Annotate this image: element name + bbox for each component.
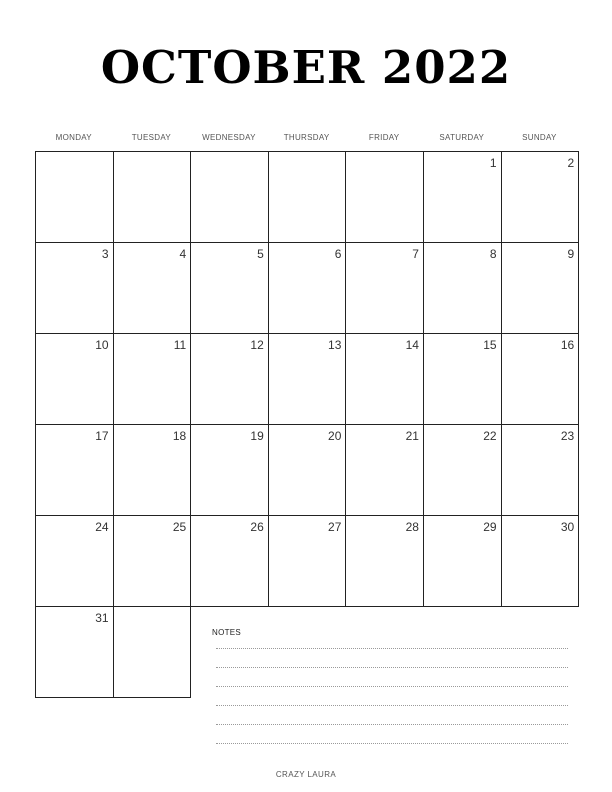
day-cell-empty[interactable] (35, 151, 114, 243)
weekday-label-tuesday: TUESDAY (131, 133, 172, 142)
day-number: 26 (250, 520, 264, 534)
day-cell-7[interactable] (345, 242, 424, 334)
day-cell-13[interactable] (268, 333, 347, 425)
day-cell-30[interactable] (501, 515, 580, 607)
day-number: 12 (250, 338, 264, 352)
day-number: 14 (405, 338, 419, 352)
day-cell-11[interactable] (113, 333, 192, 425)
day-number: 28 (405, 520, 419, 534)
day-cell-8[interactable] (423, 242, 502, 334)
day-number: 19 (250, 429, 264, 443)
day-cell-4[interactable] (113, 242, 192, 334)
day-cell-17[interactable] (35, 424, 114, 516)
day-cell-21[interactable] (345, 424, 424, 516)
day-cell-6[interactable] (268, 242, 347, 334)
day-number: 30 (560, 520, 575, 534)
day-number: 8 (489, 247, 497, 261)
notes-line[interactable] (216, 686, 568, 687)
day-cell-16[interactable] (501, 333, 580, 425)
day-cell-22[interactable] (423, 424, 502, 516)
day-cell-5[interactable] (190, 242, 269, 334)
weekday-label-sunday: SUNDAY (522, 133, 557, 142)
weekday-label-saturday: SATURDAY (439, 133, 485, 142)
weekday-label-thursday: THURSDAY (283, 133, 330, 142)
day-cell-empty[interactable] (113, 151, 192, 243)
day-cell-1[interactable] (423, 151, 502, 243)
day-cell-12[interactable] (190, 333, 269, 425)
day-number: 18 (172, 429, 187, 443)
page-title: OCTOBER 2022 (100, 41, 512, 94)
day-number: 5 (257, 247, 264, 261)
day-cell-empty[interactable] (268, 151, 347, 243)
day-cell-26[interactable] (190, 515, 269, 607)
day-cell-10[interactable] (35, 333, 114, 425)
weekday-label-friday: FRIDAY (368, 133, 400, 142)
day-cell-9[interactable] (501, 242, 580, 334)
day-number: 13 (328, 338, 342, 352)
day-number: 29 (483, 520, 497, 534)
day-cell-20[interactable] (268, 424, 347, 516)
notes-line[interactable] (216, 743, 568, 744)
day-cell-empty[interactable] (113, 606, 192, 698)
day-cell-18[interactable] (113, 424, 192, 516)
notes-line[interactable] (216, 705, 568, 706)
day-number: 17 (95, 429, 109, 443)
day-number: 27 (328, 520, 342, 534)
day-cell-23[interactable] (501, 424, 580, 516)
weekday-label-monday: MONDAY (55, 133, 92, 142)
day-cell-28[interactable] (345, 515, 424, 607)
day-cell-empty[interactable] (190, 151, 269, 243)
day-cell-27[interactable] (268, 515, 347, 607)
notes-line[interactable] (216, 724, 568, 725)
day-number: 6 (334, 247, 342, 261)
day-number: 9 (567, 247, 575, 261)
day-number: 24 (95, 520, 109, 534)
day-number: 22 (483, 429, 497, 443)
notes-line[interactable] (216, 667, 568, 668)
day-cell-3[interactable] (35, 242, 114, 334)
day-cell-2[interactable] (501, 151, 580, 243)
day-cell-31[interactable] (35, 606, 114, 698)
day-number: 23 (560, 429, 575, 443)
day-number: 2 (567, 156, 575, 170)
weekday-label-wednesday: WEDNESDAY (202, 133, 256, 142)
day-number: 15 (483, 338, 497, 352)
day-cell-19[interactable] (190, 424, 269, 516)
day-cell-empty[interactable] (345, 151, 424, 243)
day-cell-25[interactable] (113, 515, 192, 607)
day-number: 4 (179, 247, 187, 261)
day-number: 7 (412, 247, 419, 261)
notes-label: NOTES (212, 628, 242, 637)
day-number: 10 (95, 338, 109, 352)
day-cell-24[interactable] (35, 515, 114, 607)
day-number: 11 (173, 338, 187, 352)
day-cell-14[interactable] (345, 333, 424, 425)
day-number: 20 (328, 429, 342, 443)
day-number: 31 (95, 611, 109, 625)
day-cell-29[interactable] (423, 515, 502, 607)
day-number: 1 (489, 156, 497, 170)
day-cell-15[interactable] (423, 333, 502, 425)
day-number: 21 (405, 429, 419, 443)
day-number: 3 (101, 247, 109, 261)
day-number: 25 (172, 520, 187, 534)
notes-line[interactable] (216, 648, 568, 649)
footer-brand: CRAZY LAURA (275, 770, 337, 779)
day-number: 16 (560, 338, 575, 352)
